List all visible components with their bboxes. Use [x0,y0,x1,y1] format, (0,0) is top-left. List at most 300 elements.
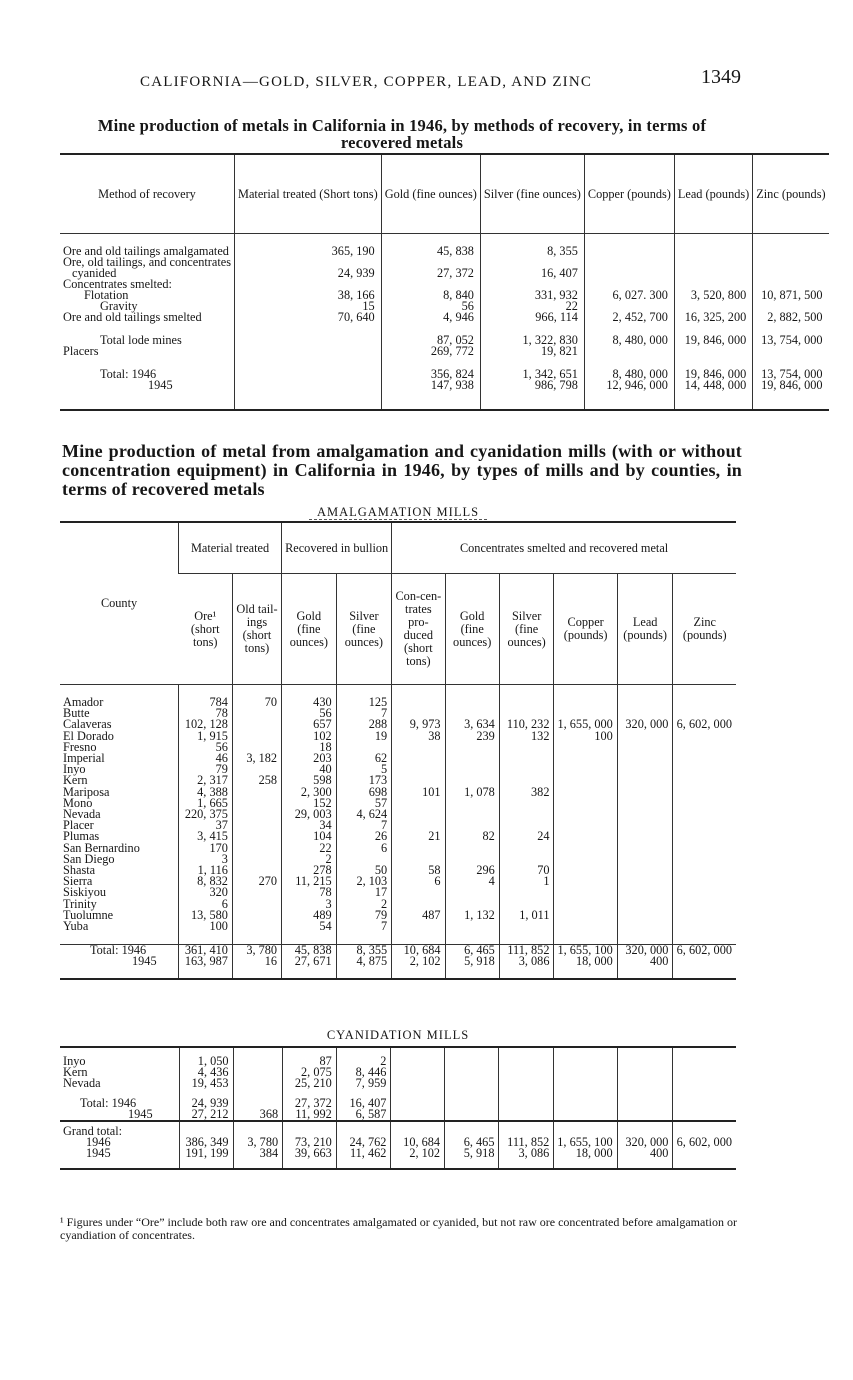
cell-value: 11, 215 [282,876,337,887]
row-value: 56 [381,301,480,312]
spacer-cell [584,391,674,410]
table-row [60,380,829,391]
cell-value [445,887,499,898]
table-row [60,1078,736,1089]
row-value: 14, 448, 000 [674,380,752,391]
row-value [753,346,829,357]
cell-value [391,1056,445,1067]
row-value [235,335,382,346]
cell-value [232,921,281,932]
cell-value [617,809,673,820]
cell-value [499,1056,554,1067]
county-label: Butte [63,706,90,721]
cell-value [617,899,673,910]
spacer-cell [232,968,281,979]
spacer-cell [584,234,674,247]
cell-value: 56 [282,708,337,719]
table-row [60,910,736,921]
cell-value: 10, 684 [391,1137,445,1148]
cell-value [499,809,554,820]
cell-value: 3, 086 [499,956,554,967]
cell-value [445,1098,499,1109]
cell-value: 110, 232 [499,719,554,730]
county-label: Trinity [63,896,97,911]
cell-value: 4, 388 [179,787,233,798]
cell-value [232,820,281,831]
cell-value: 125 [336,697,392,708]
spacer-cell [233,1160,283,1169]
cell-value: 102 [282,731,337,742]
cell-value [499,798,554,809]
county-label: Amador [63,695,104,709]
spacer-cell [617,1160,673,1169]
county-label: Total: 1946 [80,1095,137,1110]
spacer-cell [617,968,673,979]
spacer-cell [499,685,554,698]
cell-value [499,921,554,932]
cell-value [554,742,617,753]
cell-value [445,697,499,708]
cell-value: 3, 780 [232,945,281,957]
row-value: 4, 946 [381,312,480,323]
cell-value: 18, 000 [554,956,617,967]
row-value: 45, 838 [381,246,480,257]
county-label: Sierra [63,874,93,889]
cell-value [617,921,673,932]
cell-value: 50 [336,865,392,876]
table-row [60,921,736,932]
cell-value [617,798,673,809]
cell-value [673,887,736,898]
cell-value [232,787,281,798]
county-label: Plumas [63,829,100,844]
table-row [60,346,829,357]
cell-value: 7 [336,708,392,719]
cell-value: 29, 003 [282,809,337,820]
cell-value [673,798,736,809]
table2-amalgamation [60,521,736,980]
cell-value [499,1067,554,1078]
cell-value [554,865,617,876]
cell-value: 6, 602, 000 [673,719,736,730]
cell-value: 4, 436 [179,1067,233,1078]
cell-value: 62 [336,753,392,764]
table-row [60,843,736,854]
row-value [235,369,382,380]
spacer-cell [235,357,382,369]
recovered-bullion-header: Recovered in bullion [282,522,392,574]
table-row [60,831,736,842]
cell-value: 6, 602, 000 [673,1137,736,1148]
cell-value: 258 [232,775,281,786]
cell-value [499,1109,554,1121]
spacer-cell [391,1047,445,1056]
row-label: Total lode mines [100,333,182,347]
table1-col-header: Copper (pounds) [584,154,674,234]
cell-value: 698 [336,787,392,798]
cell-value [232,831,281,842]
cell-value: 270 [232,876,281,887]
cell-value: 16 [232,956,281,967]
cell-value [499,742,554,753]
cell-value: 24, 939 [179,1098,233,1109]
cell-value: 6 [392,876,445,887]
table2-col-header: Silver (fine ounces) [336,574,392,685]
cell-value [617,876,673,887]
cell-value [233,1067,283,1078]
cell-value [554,1109,617,1121]
table-row [60,775,736,786]
spacer-cell [445,1090,499,1098]
cell-value [499,1098,554,1109]
cell-value: 6, 587 [336,1109,391,1121]
cell-value [499,697,554,708]
cell-value [232,719,281,730]
county-label: Fresno [63,739,97,754]
cell-value [554,1078,617,1089]
cell-value: 5 [336,764,392,775]
cell-value: 320, 000 [617,1137,673,1148]
cell-value: 27, 212 [179,1109,233,1121]
cell-value: 9, 973 [392,719,445,730]
row-value: 19, 846, 000 [674,369,752,380]
cell-value [445,921,499,932]
table2-col-header: Old tail-ings (short tons) [232,574,281,685]
cell-value: 7 [336,820,392,831]
spacer-cell [235,391,382,410]
cell-value: 87 [283,1056,337,1067]
cell-value [554,1056,617,1067]
cell-value: 386, 349 [179,1137,233,1148]
cell-value: 8, 355 [336,945,392,957]
cell-value: 78 [282,887,337,898]
table-row [60,876,736,887]
cell-value: 487 [392,910,445,921]
cell-value [673,809,736,820]
spacer-cell [554,1047,617,1056]
row-value: 2, 452, 700 [584,312,674,323]
cell-value: 79 [336,910,392,921]
cell-value [391,1067,445,1078]
page-number: 1349 [701,66,741,88]
spacer-cell [60,391,235,410]
table2-cyanidation [60,1046,736,1170]
row-value: 365, 190 [235,246,382,257]
table2-title: Mine production of metal from amalgamation and cyanidation mills (with or without concentration equipment) in California in 1946, by types of mills and by counties, in terms of recovered metals [62,441,742,499]
row-value: 27, 372 [381,268,480,279]
cell-value [673,921,736,932]
cell-value: 7 [336,921,392,932]
spacer-cell [179,1160,233,1169]
cell-value: 24, 762 [336,1137,391,1148]
cell-value: 1, 655, 100 [554,945,617,957]
cell-value [554,753,617,764]
cell-value [392,809,445,820]
row-value [584,257,674,268]
cell-value: 1, 665 [179,798,233,809]
cell-value [445,1078,499,1089]
row-value: 966, 114 [480,312,584,323]
cell-value: 27, 372 [283,1098,337,1109]
cell-value [617,854,673,865]
table-row [60,899,736,910]
table-row [60,820,736,831]
cell-value: 489 [282,910,337,921]
table3-spacer [60,1090,736,1098]
table-row [60,809,736,820]
cell-value: 2 [282,854,337,865]
table-row [60,290,829,301]
cell-value: 79 [179,764,233,775]
cell-value [392,697,445,708]
cell-value [617,753,673,764]
row-value: 8, 840 [381,290,480,301]
row-label: Gravity [100,299,138,313]
table2-col-header: Gold (fine ounces) [282,574,337,685]
cell-value: 1, 050 [179,1056,233,1067]
county-label: 1945 [128,1106,153,1121]
cell-value [499,887,554,898]
row-label: Placers [63,344,99,358]
cell-value [232,899,281,910]
cell-value: 1, 655, 100 [554,1137,617,1148]
cell-value: 73, 210 [283,1137,337,1148]
cell-value [554,899,617,910]
row-label: Flotation [84,288,129,302]
cell-value [673,843,736,854]
spacer-cell [673,1047,736,1056]
row-value: 8, 480, 000 [584,335,674,346]
cell-value [233,1078,283,1089]
cell-value: 278 [282,865,337,876]
county-label: Mono [63,795,93,810]
cell-value: 2, 075 [283,1067,337,1078]
spacer-cell [674,391,752,410]
cell-value [445,809,499,820]
county-label: San Diego [63,851,115,866]
county-label: Shasta [63,863,96,878]
cell-value [445,1056,499,1067]
table3-spacer [60,1047,736,1056]
table-row [60,1109,736,1121]
spacer-cell [753,234,829,247]
cell-value [673,820,736,831]
row-value: 6, 027. 300 [584,290,674,301]
table1-col-header: Zinc (pounds) [753,154,829,234]
table-row [60,945,736,957]
cell-value: 11, 992 [283,1109,337,1121]
cell-value [617,775,673,786]
cell-value: 220, 375 [179,809,233,820]
table-row [60,787,736,798]
row-value [584,346,674,357]
cell-value: 6, 602, 000 [673,945,736,957]
row-value: 1, 342, 651 [480,369,584,380]
table2-spacer [60,968,736,979]
cell-value [392,843,445,854]
cell-value: 3, 182 [232,753,281,764]
row-value: 3, 520, 800 [674,290,752,301]
row-value: 22 [480,301,584,312]
row-value: 38, 166 [235,290,382,301]
cell-value: 8, 832 [179,876,233,887]
running-head: CALIFORNIA—GOLD, SILVER, COPPER, LEAD, AND ZINC [140,74,593,90]
row-label: Total: 1946 [100,367,157,381]
table-row [60,798,736,809]
table-row [60,1098,736,1109]
county-label: Total: 1946 [90,943,147,958]
cell-value [554,876,617,887]
cell-value [554,697,617,708]
row-value: 8, 355 [480,246,584,257]
table-row [60,887,736,898]
spacer-cell [617,685,673,698]
cell-value: 152 [282,798,337,809]
spacer-cell [391,1090,445,1098]
row-value: 12, 946, 000 [584,380,674,391]
spacer-cell [445,1047,499,1056]
cell-value [617,697,673,708]
cell-value [232,843,281,854]
spacer-cell [392,685,445,698]
cell-value: 368 [233,1109,283,1121]
table3-spacer [60,1160,736,1169]
cell-value: 320, 000 [617,945,673,957]
cell-value [554,910,617,921]
cell-value [499,753,554,764]
cell-value [617,831,673,842]
table-row [60,1056,736,1067]
row-value: 16, 325, 200 [674,312,752,323]
cell-value: 19 [336,731,392,742]
spacer-cell [554,1090,617,1098]
county-label: Nevada [63,1076,101,1091]
table3-body [60,1047,736,1169]
row-label: Concentrates smelted: [63,277,172,291]
cell-value [673,1056,736,1067]
spacer-cell [499,1047,554,1056]
table1-col-header: Silver (fine ounces) [480,154,584,234]
cell-value: 56 [179,742,233,753]
spacer-cell [233,1090,283,1098]
cell-value: 2, 317 [179,775,233,786]
cell-value: 3, 780 [233,1137,283,1148]
row-value: 331, 932 [480,290,584,301]
cell-value [391,1078,445,1089]
county-label: Imperial [63,751,105,766]
row-value: 1, 322, 830 [480,335,584,346]
table1-col-header: Material treated (Short tons) [235,154,382,234]
spacer-cell [60,968,179,979]
cell-value [673,742,736,753]
cell-value [673,1098,736,1109]
cell-value: 2, 102 [392,956,445,967]
spacer-cell [554,685,617,698]
spacer-cell [499,968,554,979]
spacer-cell [235,323,382,335]
cell-value [673,697,736,708]
row-value [235,380,382,391]
cell-value [673,910,736,921]
row-value: 147, 938 [381,380,480,391]
cell-value [554,787,617,798]
table2-body [60,685,736,979]
spacer-cell [554,1160,617,1169]
cell-value: 5, 918 [445,1148,499,1159]
county-label: Tuolumne [63,907,114,922]
cell-value: 296 [445,865,499,876]
row-value [674,257,752,268]
spacer-cell [283,1160,337,1169]
cell-value [673,731,736,742]
amalgamation-heading [60,505,736,520]
cell-value [673,1109,736,1121]
cell-value: 384 [233,1148,283,1159]
cell-value: 21 [392,831,445,842]
cell-value: 6, 465 [445,945,499,957]
cell-value: 70 [232,697,281,708]
county-label: Kern [63,773,88,788]
county-label: San Bernardino [63,840,140,855]
row-value: 19, 846, 000 [674,335,752,346]
cell-value: 4, 624 [336,809,392,820]
table-row [60,312,829,323]
table-row [60,1148,736,1159]
cell-value: 40 [282,764,337,775]
spacer-cell [673,1090,736,1098]
cell-value: 3, 634 [445,719,499,730]
cell-value [554,764,617,775]
spacer-cell [336,1160,391,1169]
cell-value: 400 [617,956,673,967]
cell-value: 13, 580 [179,910,233,921]
cell-value [673,876,736,887]
cell-value: 320, 000 [617,719,673,730]
cell-value [232,854,281,865]
cell-value: 102, 128 [179,719,233,730]
row-value: 13, 754, 000 [753,369,829,380]
table-row [60,719,736,730]
table2-col-header: Con-cen-trates pro-duced (short tons) [392,574,445,685]
cell-value: 70 [499,865,554,876]
table-row [60,1067,736,1078]
cell-value [673,1067,736,1078]
cell-value [673,956,736,967]
cell-value [673,899,736,910]
cell-value [617,1078,673,1089]
cell-value: 46 [179,753,233,764]
cell-value: 111, 852 [499,945,554,957]
cell-value: 320 [179,887,233,898]
cell-value: 82 [445,831,499,842]
table-row [60,956,736,967]
table2-col-header: Silver (fine ounces) [499,574,554,685]
spacer-cell [673,1160,736,1169]
cell-value: 100 [179,921,233,932]
table1-method-of-recovery [60,153,829,411]
cell-value: 104 [282,831,337,842]
cell-value: 10, 684 [392,945,445,957]
spacer-cell [480,391,584,410]
table2-col-header: Lead (pounds) [617,574,673,685]
cell-value: 45, 838 [282,945,337,957]
cell-value [445,742,499,753]
cell-value [554,887,617,898]
cell-value: 3, 086 [499,1148,554,1159]
cell-value: 203 [282,753,337,764]
cell-value [617,1098,673,1109]
cell-value: 400 [617,1148,673,1159]
